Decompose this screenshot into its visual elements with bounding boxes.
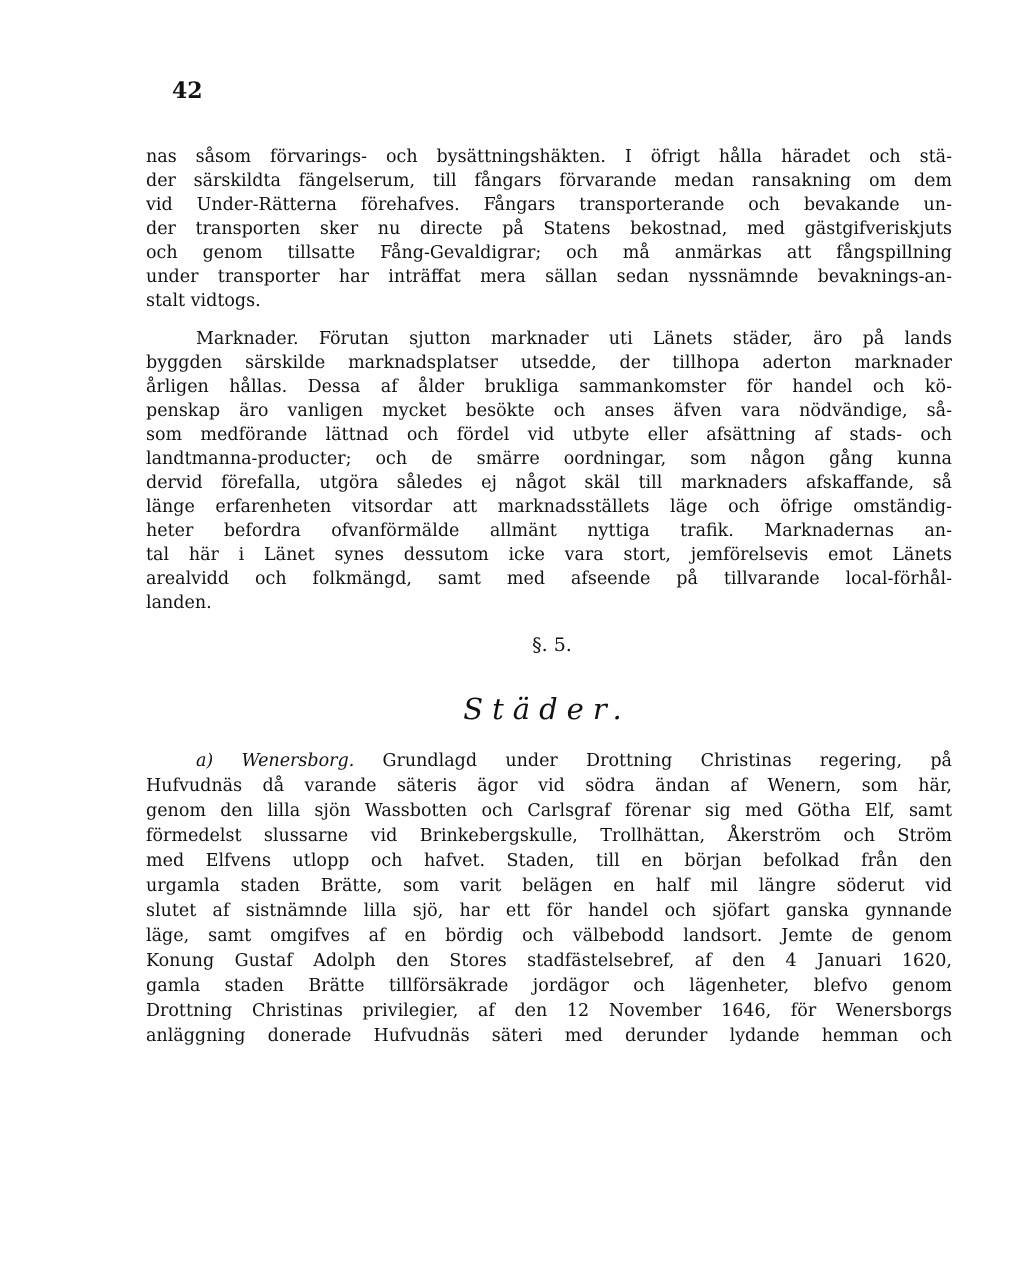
body-line: penskap äro vanligen mycket besökte och anses äfven vara nödvändige, så-	[146, 401, 952, 421]
town-lead-in: a) Wenersborg.	[196, 751, 355, 771]
body-line: årligen hållas. Dessa af ålder brukliga sammankomster för handel och kö-	[146, 377, 952, 397]
body-line: vid Under-Rätterna förehafves. Fångars transporterande och bevakande un-	[146, 195, 952, 215]
body-line: anläggning donerade Hufvudnäs säteri med derunder lydande hemman och	[146, 1026, 952, 1046]
body-line: landtmanna-producter; och de smärre oordningar, som någon gång kunna	[146, 449, 952, 469]
body-line: under transporter har inträffat mera sällan sedan nyssnämnde bevaknings-an-	[146, 267, 952, 287]
body-line: nas såsom förvarings- och bysättningshäkten. I öfrigt hålla häradet och stä-	[146, 147, 952, 167]
body-line: genom den lilla sjön Wassbotten och Carlsgraf förenar sig med Götha Elf, samt	[146, 801, 952, 821]
body-line: som medförande lättnad och fördel vid utbyte eller afsättning af stads- och	[146, 425, 952, 445]
body-line: byggden särskilde marknadsplatser utsedde, der tillhopa aderton marknader	[146, 353, 952, 373]
body-line: heter befordra ofvanförmälde allmänt nyttiga trafik. Marknadernas an-	[146, 521, 952, 541]
page-number: 42	[172, 78, 203, 104]
body-line: länge erfarenheten vitsordar att marknadsställets läge och öfrige omständig-	[146, 497, 952, 517]
body-line: stalt vidtogs.	[146, 291, 261, 311]
body-line: gamla staden Brätte tillförsäkrade jordägor och lägenheter, blefvo genom	[146, 976, 952, 996]
body-line: Hufvudnäs då varande säteris ägor vid södra ändan af Wenern, som här,	[146, 776, 952, 796]
body-line: landen.	[146, 593, 212, 613]
body-line: slutet af sistnämnde lilla sjö, har ett för handel och sjöfart ganska gynnande	[146, 901, 952, 921]
body-line: der transporten sker nu directe på Statens bekostnad, med gästgifveriskjuts	[146, 219, 952, 239]
body-line: tal här i Länet synes dessutom icke vara stort, jemförelsevis emot Länets	[146, 545, 952, 565]
body-line: Konung Gustaf Adolph den Stores stadfästelsebref, af den 4 Januari 1620,	[146, 951, 952, 971]
body-text: Grundlagd under Drottning Christinas regering, på	[354, 751, 952, 771]
body-line	[196, 750, 952, 772]
body-line: Drottning Christinas privilegier, af den 12 November 1646, för Wenersborgs	[146, 1001, 952, 1021]
body-line: förmedelst slussarne vid Brinkebergskulle, Trollhättan, Åkerström och Ström	[146, 826, 952, 846]
body-line: arealvidd och folkmängd, samt med afseende på tillvarande local-förhål-	[146, 569, 952, 589]
body-line: Marknader. Förutan sjutton marknader uti Länets städer, äro på lands	[196, 329, 952, 349]
section-heading: Städer.	[463, 692, 631, 726]
body-line: der särskildta fängelserum, till fångars förvarande medan ransakning om dem	[146, 171, 952, 191]
body-line: med Elfvens utlopp och hafvet. Staden, till en början befolkad från den	[146, 851, 952, 871]
body-line: dervid förefalla, utgöra således ej något skäl till marknaders afskaffande, så	[146, 473, 952, 493]
section-number: §. 5.	[532, 634, 572, 656]
body-line: och genom tillsatte Fång-Gevaldigrar; och må anmärkas att fångspillning	[146, 243, 952, 263]
body-line: urgamla staden Brätte, som varit belägen en half mil längre söderut vid	[146, 876, 952, 896]
body-line: läge, samt omgifves af en bördig och välbebodd landsort. Jemte de genom	[146, 926, 952, 946]
